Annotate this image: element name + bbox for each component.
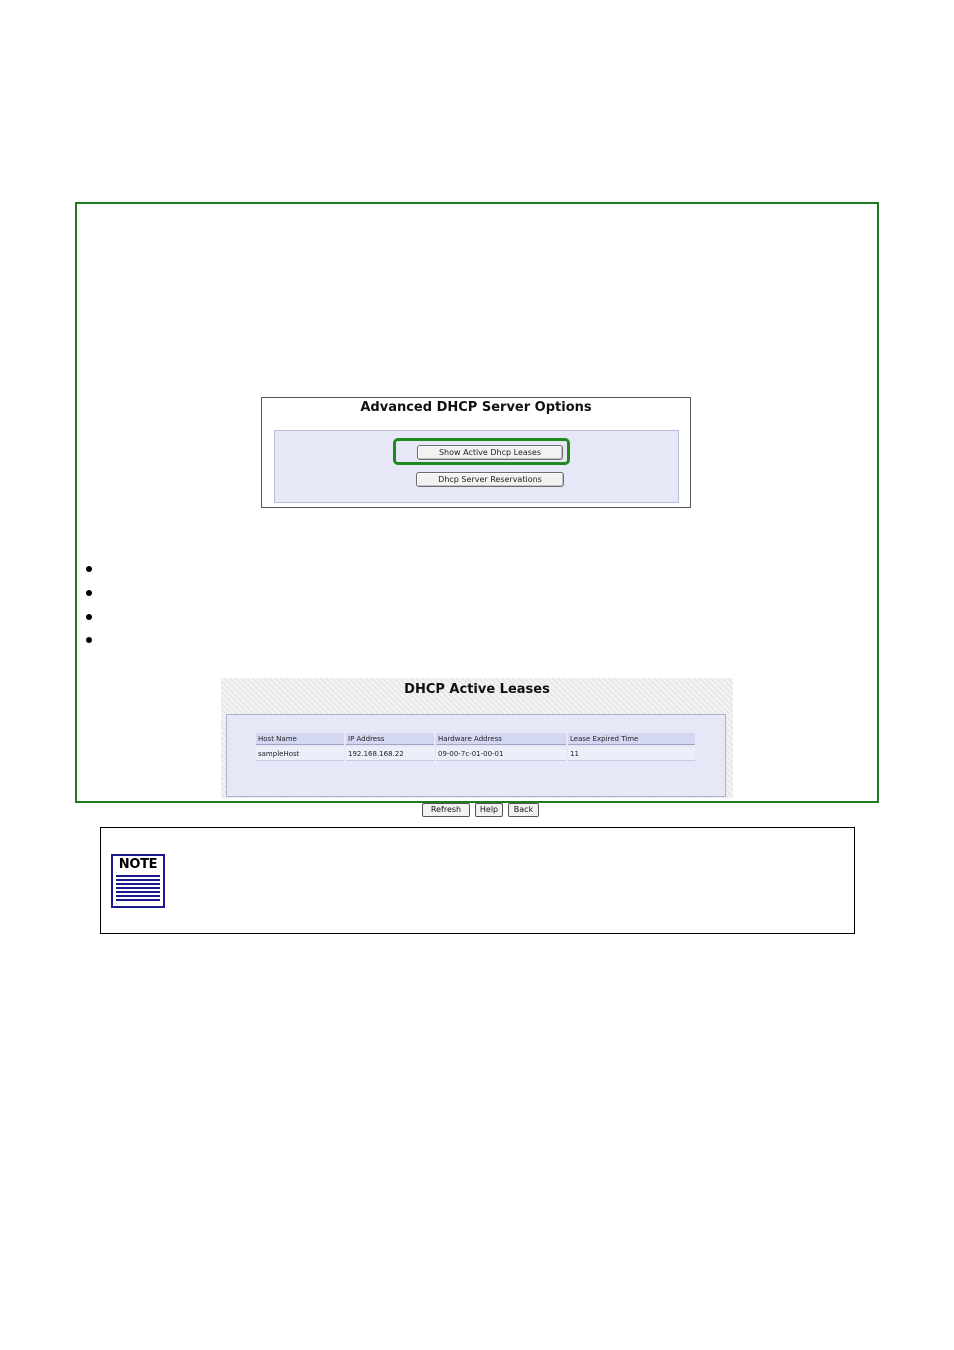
- note-icon: [111, 854, 165, 908]
- cell-lease-expired-time: 11: [568, 747, 695, 761]
- leases-table-header: [256, 733, 695, 745]
- column-header-host-name: Host Name: [256, 733, 344, 745]
- advanced-dhcp-options-title: Advanced DHCP Server Options: [360, 400, 592, 415]
- dhcp-active-leases-body: [226, 714, 726, 814]
- cell-hardware-address: 09-00-7c-01-00-01: [436, 747, 566, 761]
- leases-table: [254, 731, 697, 763]
- advanced-dhcp-options-panel: [261, 397, 691, 508]
- note-icon-label: NOTE: [118, 857, 158, 872]
- cell-host-name: sampleHost: [256, 747, 344, 761]
- column-header-ip-address: IP Address: [346, 733, 434, 745]
- back-button[interactable]: Back: [508, 803, 539, 817]
- bullet-2: [86, 590, 92, 596]
- column-header-hardware-address: Hardware Address: [436, 733, 566, 745]
- dhcp-active-leases-panel: [221, 678, 733, 814]
- cell-ip-address: 192.168.168.22: [346, 747, 434, 761]
- dhcp-active-leases-title: DHCP Active Leases: [404, 682, 550, 697]
- show-active-dhcp-leases-button[interactable]: Show Active Dhcp Leases: [417, 445, 563, 460]
- bullet-3: [86, 614, 92, 620]
- advanced-dhcp-options-body: [274, 430, 679, 503]
- bullet-1: [86, 566, 92, 572]
- column-header-lease-expired-time: Lease Expired Time: [568, 733, 695, 745]
- refresh-button[interactable]: Refresh: [422, 803, 470, 817]
- bullet-4: [86, 637, 92, 643]
- help-button[interactable]: Help: [475, 803, 503, 817]
- note-icon-lines: [116, 875, 160, 903]
- table-row: [256, 747, 695, 761]
- dhcp-server-reservations-button[interactable]: Dhcp Server Reservations: [416, 472, 564, 487]
- note-box: [100, 827, 855, 934]
